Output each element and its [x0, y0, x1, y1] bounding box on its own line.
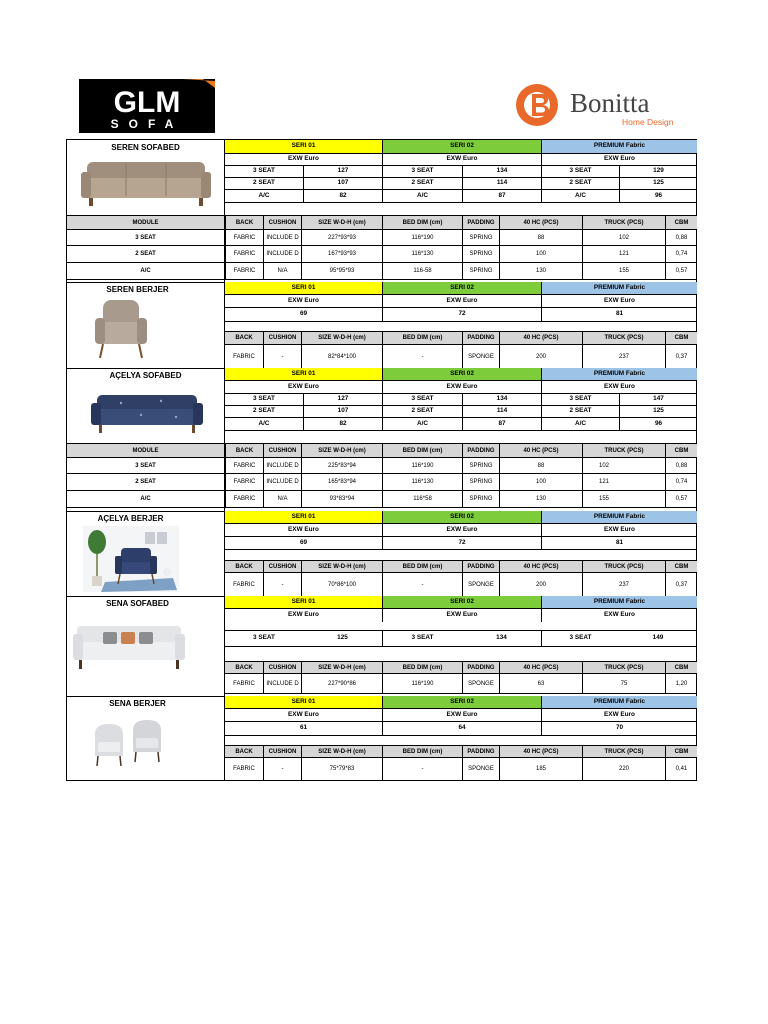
truck-cell: 102 — [582, 230, 665, 246]
truck-header: TRUCK (PCS) — [582, 216, 665, 230]
bed-header: BED DIM (cm) — [382, 661, 462, 674]
cbm-header: CBM — [665, 331, 697, 345]
exw-label: EXW Euro — [288, 611, 319, 619]
seri02-header: SERI 02 — [382, 596, 541, 609]
size-header: SIZE W-D-H (cm) — [301, 444, 382, 458]
truck-cell: 155 — [582, 263, 665, 280]
hc-cell: 63 — [499, 674, 582, 694]
back-header: BACK — [225, 745, 263, 758]
size-header: SIZE W-D-H (cm) — [301, 745, 382, 758]
exw-label: EXW Euro — [382, 295, 541, 308]
cushion-cell: - — [263, 345, 301, 368]
price-cell: 134 — [462, 166, 541, 178]
padding-cell: SPRING — [462, 474, 499, 491]
seat-label: 3 SEAT — [541, 166, 619, 178]
price-cell: 114 — [462, 178, 541, 190]
seat-label: A/C — [382, 190, 462, 203]
padding-header: PADDING — [462, 560, 499, 573]
truck-cell: 102 — [582, 458, 665, 474]
cushion-cell: N/A — [263, 263, 301, 280]
seri01-header: SERI 01 — [225, 282, 382, 295]
bed-cell: 116*190 — [382, 458, 462, 474]
size-header: SIZE W-D-H (cm) — [301, 216, 382, 230]
size-cell: 227*90*86 — [301, 674, 382, 694]
padding-cell: SPONGE — [462, 674, 499, 694]
price-cell: 127 — [303, 166, 382, 178]
back-header: BACK — [225, 444, 263, 458]
padding-header: PADDING — [462, 745, 499, 758]
price-cell: 81 — [541, 308, 697, 322]
price-cell: 70 — [541, 722, 697, 736]
padding-header: PADDING — [462, 661, 499, 674]
seri01-header: SERI 01 — [225, 696, 382, 709]
cbm-header: CBM — [665, 560, 697, 573]
cbm-header: CBM — [665, 444, 697, 458]
back-header: BACK — [225, 331, 263, 345]
back-cell: FABRIC — [233, 353, 255, 360]
back-cell: FABRIC — [225, 246, 263, 263]
truck-cell: 237 — [582, 345, 665, 368]
padding-cell: SPRING — [462, 246, 499, 263]
premium-header: PREMIUM Fabric — [541, 596, 697, 609]
price-cell: 69 — [225, 537, 382, 550]
seat-label: A/C — [225, 190, 303, 203]
price-cell: 127 — [303, 394, 382, 406]
truck-header: TRUCK (PCS) — [582, 560, 665, 573]
premium-header: PREMIUM Fabric — [541, 696, 697, 709]
back-header: BACK — [225, 216, 263, 230]
back-header: BACK — [225, 661, 263, 674]
bonitta-tagline: Home Design — [622, 117, 674, 127]
glm-sofa-logo — [79, 79, 215, 133]
product-title: AÇELYA SOFABED — [109, 370, 182, 380]
hc-header: 40 HC (PCS) — [499, 331, 582, 345]
cushion-header: CUSHION — [263, 745, 301, 758]
cushion-header: CUSHION — [263, 331, 301, 345]
premium-header: PREMIUM Fabric — [541, 140, 697, 154]
premium-header: PREMIUM Fabric — [541, 368, 697, 381]
price-cell: 87 — [462, 418, 541, 431]
price-cell: 96 — [619, 418, 697, 431]
cushion-cell: INCLUDE D — [263, 246, 301, 263]
hc-header: 40 HC (PCS) — [499, 216, 582, 230]
product-title: AÇELYA BERJER — [97, 513, 164, 523]
cushion-header: CUSHION — [263, 560, 301, 573]
hc-header: 40 HC (PCS) — [499, 444, 582, 458]
cushion-header: CUSHION — [263, 444, 301, 458]
cbm-header: CBM — [665, 661, 697, 674]
size-cell: 165*83*94 — [301, 474, 382, 491]
seri02-header: SERI 02 — [382, 511, 541, 524]
seri02-header: SERI 02 — [382, 368, 541, 381]
acelya-berjer-image — [83, 526, 179, 592]
back-cell: FABRIC — [225, 458, 263, 474]
cushion-header: CUSHION — [263, 661, 301, 674]
exw-label: EXW Euro — [225, 381, 382, 394]
exw-label: EXW Euro — [382, 524, 541, 537]
seren-berjer-image — [93, 298, 149, 360]
seri02-header: SERI 02 — [382, 696, 541, 709]
seat-label: A/C — [541, 190, 619, 203]
price-cell: 125 — [619, 406, 697, 418]
price-cell: 82 — [303, 190, 382, 203]
exw-label: EXW Euro — [541, 524, 697, 537]
module-header: MODULE — [67, 216, 224, 230]
back-cell: FABRIC — [233, 766, 255, 772]
padding-cell: SPONGE — [462, 345, 499, 368]
price-cell: 72 — [382, 308, 541, 322]
exw-label: EXW Euro — [541, 295, 697, 308]
bed-cell: 116*190 — [382, 230, 462, 246]
exw-label: EXW Euro — [382, 609, 541, 622]
price-cell: 81 — [541, 537, 697, 550]
truck-cell: 75 — [582, 674, 665, 694]
module-header: MODULE — [67, 444, 224, 458]
seri01-header: SERI 01 — [225, 140, 382, 154]
price-cell: 114 — [462, 406, 541, 418]
bed-header: BED DIM (cm) — [382, 331, 462, 345]
seat-label: 2 SEAT — [382, 178, 462, 190]
bonitta-wordmark: Bonitta — [570, 88, 650, 118]
seri02-header: SERI 02 — [382, 140, 541, 154]
truck-cell: 220 — [582, 758, 665, 780]
truck-cell: 155 — [582, 491, 665, 508]
hc-cell: 100 — [499, 246, 582, 263]
price-cell: 134 — [462, 630, 541, 647]
exw-label: EXW Euro — [225, 295, 382, 308]
exw-label: EXW Euro — [541, 609, 697, 622]
product-title: SENA SOFABED — [106, 598, 169, 608]
hc-cell: 130 — [499, 263, 582, 280]
module-name: 2 SEAT — [67, 246, 224, 263]
hc-cell: 88 — [499, 458, 582, 474]
back-cell: FABRIC — [225, 474, 263, 491]
seat-label: 2 SEAT — [382, 406, 462, 418]
price-cell: 64 — [382, 722, 541, 736]
bed-cell: - — [382, 758, 462, 780]
price-list-sheet — [66, 139, 697, 781]
bed-cell: 116*130 — [382, 246, 462, 263]
back-header: BACK — [225, 560, 263, 573]
seri01-header: SERI 01 — [225, 368, 382, 381]
price-cell: 129 — [619, 166, 697, 178]
price-cell: 107 — [303, 406, 382, 418]
module-name: 3 SEAT — [67, 230, 224, 246]
padding-header: PADDING — [462, 331, 499, 345]
padding-cell: SPONGE — [462, 758, 499, 780]
acelya-sofabed-image — [91, 391, 203, 437]
seri01-header: SERI 01 — [225, 596, 382, 609]
seat-label: 2 SEAT — [225, 406, 303, 418]
padding-cell: SPRING — [462, 458, 499, 474]
module-name: 2 SEAT — [67, 474, 224, 491]
size-cell: 95*95*93 — [301, 263, 382, 280]
price-cell: 87 — [462, 190, 541, 203]
price-cell: 61 — [225, 722, 382, 736]
hc-header: 40 HC (PCS) — [499, 560, 582, 573]
exw-label: EXW Euro — [225, 154, 382, 166]
padding-header: PADDING — [462, 216, 499, 230]
premium-header: PREMIUM Fabric — [541, 282, 697, 295]
seat-label: A/C — [382, 418, 462, 431]
size-cell: 93*83*94 — [301, 491, 382, 508]
exw-label: EXW Euro — [382, 709, 541, 722]
truck-header: TRUCK (PCS) — [582, 661, 665, 674]
bed-cell: 116*130 — [382, 474, 462, 491]
exw-label: EXW Euro — [382, 154, 541, 166]
bed-cell: 116*190 — [382, 674, 462, 694]
hc-cell: 88 — [499, 230, 582, 246]
price-cell: 96 — [619, 190, 697, 203]
bed-cell: 116*58 — [382, 491, 462, 508]
cbm-cell: 0,74 — [665, 474, 697, 491]
truck-cell: 121 — [582, 474, 665, 491]
price-cell: 125 — [303, 630, 382, 647]
seat-label: 3 SEAT — [225, 166, 303, 178]
exw-label: EXW Euro — [541, 709, 697, 722]
bed-header: BED DIM (cm) — [382, 216, 462, 230]
size-header: SIZE W-D-H (cm) — [301, 331, 382, 345]
truck-header: TRUCK (PCS) — [582, 331, 665, 345]
product-title: SENA BERJER — [109, 698, 166, 708]
cbm-cell: 0,57 — [665, 491, 697, 508]
size-cell: 167*93*93 — [301, 246, 382, 263]
back-cell: FABRIC — [225, 491, 263, 508]
seat-label: 3 SEAT — [541, 630, 619, 647]
size-cell: 75*79*83 — [301, 758, 382, 780]
seat-label: 3 SEAT — [382, 166, 462, 178]
exw-label: EXW Euro — [382, 381, 541, 394]
seat-label: 2 SEAT — [541, 406, 619, 418]
cushion-cell: INCLUDE D — [263, 674, 301, 694]
price-cell: 107 — [303, 178, 382, 190]
truck-header: TRUCK (PCS) — [582, 745, 665, 758]
seat-label: A/C — [225, 418, 303, 431]
product-title: SEREN SOFABED — [111, 142, 180, 152]
hc-header: 40 HC (PCS) — [499, 745, 582, 758]
padding-cell: SPRING — [462, 230, 499, 246]
price-cell: 149 — [619, 630, 697, 647]
module-name: 3 SEAT — [67, 458, 224, 474]
truck-cell: 237 — [582, 573, 665, 596]
glm-wordmark: GLM — [113, 86, 181, 119]
padding-header: PADDING — [462, 444, 499, 458]
price-cell: 125 — [619, 178, 697, 190]
bed-cell: - — [382, 345, 462, 368]
module-name: A/C — [67, 263, 224, 280]
sena-sofabed-image — [73, 620, 185, 672]
seat-label: 3 SEAT — [541, 394, 619, 406]
back-cell: FABRIC — [225, 263, 263, 280]
bed-header: BED DIM (cm) — [382, 560, 462, 573]
seat-label: A/C — [541, 418, 619, 431]
bed-cell: 116-58 — [382, 263, 462, 280]
sofa-wordmark: SOFA — [110, 117, 184, 131]
size-cell: 225*83*94 — [301, 458, 382, 474]
size-header: SIZE W-D-H (cm) — [301, 661, 382, 674]
hc-cell: 100 — [499, 474, 582, 491]
cushion-cell: - — [263, 758, 301, 780]
cushion-cell: INCLUDE D — [263, 230, 301, 246]
cbm-cell: 1,20 — [665, 674, 697, 694]
seat-label: 3 SEAT — [382, 630, 462, 647]
hc-cell: 200 — [499, 573, 582, 596]
seren-sofabed-image — [81, 158, 211, 210]
exw-label: EXW Euro — [225, 524, 382, 537]
seat-label: 3 SEAT — [382, 394, 462, 406]
seat-label: 2 SEAT — [541, 178, 619, 190]
price-cell: 69 — [225, 308, 382, 322]
cbm-cell: 0,57 — [665, 263, 697, 280]
seri01-header: SERI 01 — [225, 511, 382, 524]
bed-cell: - — [382, 573, 462, 596]
hc-header: 40 HC (PCS) — [499, 661, 582, 674]
cbm-cell: 0,37 — [665, 573, 697, 596]
bonitta-logo — [512, 80, 692, 130]
back-cell: FABRIC — [225, 230, 263, 246]
exw-label: EXW Euro — [225, 709, 382, 722]
module-name: A/C — [67, 491, 224, 508]
back-cell: FABRIC — [225, 674, 263, 694]
sena-berjer-image — [91, 720, 171, 770]
product-title: SEREN BERJER — [106, 284, 169, 294]
hc-cell: 130 — [499, 491, 582, 508]
price-cell: 82 — [303, 418, 382, 431]
cbm-header: CBM — [665, 745, 697, 758]
seat-label: 3 SEAT — [225, 630, 303, 647]
cushion-header: CUSHION — [263, 216, 301, 230]
premium-header: PREMIUM Fabric — [541, 511, 697, 524]
padding-cell: SPRING — [462, 263, 499, 280]
hc-cell: 185 — [499, 758, 582, 780]
truck-header: TRUCK (PCS) — [582, 444, 665, 458]
back-cell: FABRIC — [233, 581, 255, 588]
cushion-cell: N/A — [263, 491, 301, 508]
bed-header: BED DIM (cm) — [382, 745, 462, 758]
price-cell: 134 — [462, 394, 541, 406]
size-cell: 82*84*100 — [301, 345, 382, 368]
cushion-cell: - — [263, 573, 301, 596]
cbm-cell: 0,88 — [665, 230, 697, 246]
exw-label: EXW Euro — [541, 154, 697, 166]
price-cell: 147 — [619, 394, 697, 406]
size-header: SIZE W-D-H (cm) — [301, 560, 382, 573]
hc-cell: 200 — [499, 345, 582, 368]
cbm-cell: 0,74 — [665, 246, 697, 263]
seri02-header: SERI 02 — [382, 282, 541, 295]
cbm-cell: 0,37 — [665, 345, 697, 368]
seat-label: 2 SEAT — [225, 178, 303, 190]
size-cell: 70*86*100 — [301, 573, 382, 596]
exw-label: EXW Euro — [541, 381, 697, 394]
size-cell: 227*93*93 — [301, 230, 382, 246]
padding-cell: SPONGE — [462, 573, 499, 596]
cbm-cell: 0,41 — [665, 758, 697, 780]
seat-label: 3 SEAT — [225, 394, 303, 406]
cbm-header: CBM — [665, 216, 697, 230]
price-cell: 72 — [382, 537, 541, 550]
truck-cell: 121 — [582, 246, 665, 263]
bed-header: BED DIM (cm) — [382, 444, 462, 458]
cbm-cell: 0,88 — [665, 458, 697, 474]
cushion-cell: INCLUDE D — [263, 474, 301, 491]
padding-cell: SPRING — [462, 491, 499, 508]
cushion-cell: INCLUDE D — [263, 458, 301, 474]
